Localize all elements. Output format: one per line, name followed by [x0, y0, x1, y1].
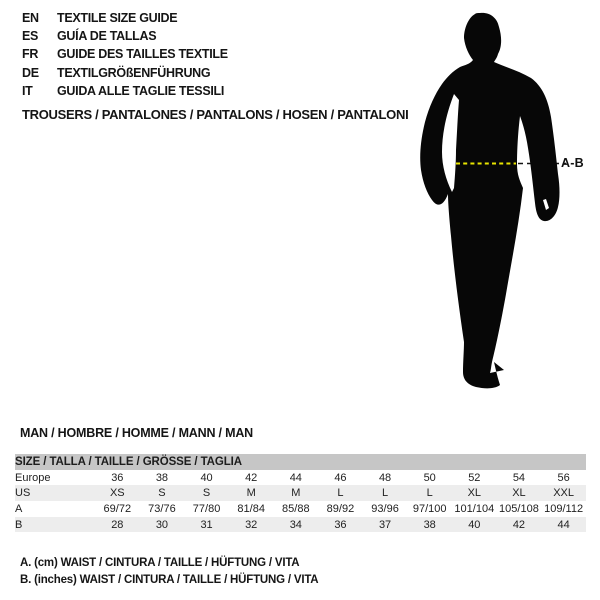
footnotes: [20, 555, 318, 590]
size-value: 44: [541, 517, 586, 533]
language-label: GUIDE DES TAILLES TEXTILE: [57, 47, 228, 62]
size-value: XL: [497, 485, 542, 501]
size-value: 38: [407, 517, 452, 533]
size-value: 28: [95, 517, 140, 533]
size-value: 81/84: [237, 502, 265, 515]
size-value: 44: [289, 471, 302, 484]
language-list: [22, 9, 228, 100]
size-value: XS: [95, 485, 140, 501]
size-value: 36: [318, 517, 363, 533]
row-label: US: [15, 485, 95, 501]
size-value: L: [407, 485, 452, 501]
size-value: 34: [274, 517, 319, 533]
language-row: [22, 45, 228, 63]
language-code: DE: [22, 65, 39, 80]
language-row: [22, 9, 228, 27]
size-value: L: [363, 485, 408, 501]
row-label: Europe: [15, 471, 51, 484]
row-label: A: [15, 502, 23, 515]
size-table: [15, 454, 586, 532]
size-value: L: [318, 485, 363, 501]
size-value: 101/104: [454, 502, 495, 515]
man-silhouette: [420, 13, 559, 388]
waist-measure-label: A-B: [561, 156, 584, 170]
size-value: 93/96: [371, 502, 399, 515]
table-header-label: SIZE / TALLA / TAILLE / GRÖSSE / TAGLIA: [15, 454, 586, 470]
language-code: FR: [22, 47, 39, 62]
size-value: 77/80: [192, 502, 221, 515]
size-value: 89/92: [326, 502, 355, 515]
note-a: A. (cm) WAIST / CINTURA / TAILLE / HÜFTUNG / VITA: [20, 557, 300, 569]
size-value: 31: [184, 517, 229, 533]
size-value: 69/72: [103, 502, 132, 515]
size-value: XL: [452, 485, 497, 501]
language-code: ES: [22, 29, 39, 44]
size-value: 36: [111, 471, 124, 484]
language-code: IT: [22, 83, 33, 98]
size-value: 38: [155, 471, 169, 484]
table-row: [15, 485, 586, 501]
size-value: 30: [140, 517, 185, 533]
size-value: M: [274, 485, 319, 501]
language-label: TEXTILGRÖßENFÜHRUNG: [57, 65, 211, 80]
language-code: EN: [22, 11, 39, 25]
man-silhouette-figure: [390, 0, 600, 420]
size-value: 48: [378, 471, 392, 484]
size-value: 97/100: [412, 502, 447, 515]
language-label: GUÍA DE TALLAS: [57, 29, 157, 44]
size-value: 37: [363, 517, 408, 533]
size-value: S: [140, 485, 185, 501]
size-value: 56: [557, 471, 570, 484]
size-value: M: [229, 485, 274, 501]
size-value: 40: [452, 517, 497, 533]
size-value: 32: [229, 517, 274, 533]
size-table-wrap: [15, 454, 586, 532]
size-value: S: [184, 485, 229, 501]
language-row: [22, 64, 228, 82]
gender-line: MAN / HOMBRE / HOMME / MANN / MAN: [20, 426, 253, 440]
size-value: 52: [468, 471, 481, 484]
size-table-body: [15, 454, 586, 532]
size-value: 105/108: [499, 502, 539, 515]
silhouette-svg: [390, 0, 600, 420]
size-value: 46: [334, 471, 347, 484]
size-value: 42: [497, 517, 542, 533]
size-value: 40: [200, 471, 213, 484]
table-row: [15, 470, 586, 486]
size-value: 50: [423, 471, 436, 484]
table-row: [15, 517, 586, 533]
size-value: 42: [245, 471, 258, 484]
language-label: GUIDA ALLE TAGLIE TESSILI: [57, 83, 225, 98]
size-value: XXL: [541, 485, 586, 501]
language-row: [22, 82, 228, 100]
note-b: B. (inches) WAIST / CINTURA / TAILLE / HÜFTUNG / VITA: [20, 574, 319, 587]
language-row: [22, 27, 228, 45]
size-value: 85/88: [282, 502, 310, 515]
table-header-row: [15, 454, 586, 470]
size-value: 54: [512, 471, 526, 484]
row-label: B: [15, 517, 95, 533]
garment-type-line: TROUSERS / PANTALONES / PANTALONS / HOSEN / PANTALONI: [22, 107, 409, 122]
table-row: [15, 501, 586, 517]
size-value: 73/76: [148, 502, 176, 515]
size-value: 109/112: [544, 502, 584, 515]
language-label: TEXTILE SIZE GUIDE: [57, 11, 178, 25]
